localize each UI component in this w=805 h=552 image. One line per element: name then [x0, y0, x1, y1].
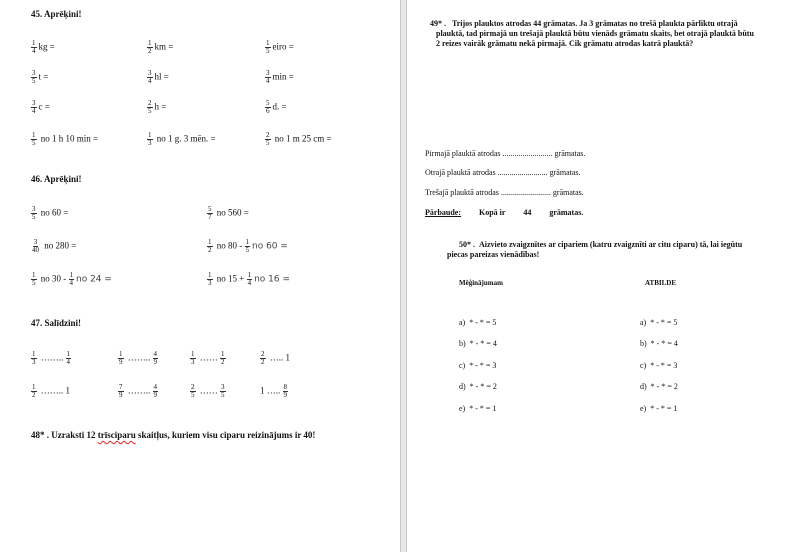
ex47-r1-b: $\frac{1}{9}$ …….. $\frac{4}{9}$	[119, 350, 157, 366]
left-page	[0, 0, 401, 552]
ex46-a2: $\frac{3}{40}$ no 280 =	[32, 238, 77, 254]
ex47-r2-b: $\frac{7}{9}$ …….. $\frac{4}{9}$	[119, 383, 157, 399]
ex47-r2-a: $\frac{1}{2}$ …….. 1	[32, 383, 70, 399]
ex50-col2-title: ATBILDE	[645, 279, 676, 287]
ex49-line1: 49* . Trijos plauktos atrodas 44 grāmatas. Ja 3 grāmatas no trešā plaukta pārliktu otrajā	[430, 19, 738, 28]
ex50-line2: piecas pareizas vienādības!	[447, 250, 540, 259]
ex45-r4c2: $\frac{1}{3}$ no 1 g. 3 mēn. =	[148, 131, 216, 147]
ex47-r1-d: $\frac{2}{2}$ ….. 1	[261, 350, 290, 366]
ex49-answer-1: Pirmajā plauktā atrodas ......................... grāmatas.	[425, 149, 586, 158]
ex50-try-a: a) * - * = 5	[459, 318, 497, 327]
ex50-answer-b: b) * - * = 4	[640, 339, 678, 348]
ex45-r1c2: $\frac{1}{2}$ km =	[148, 39, 174, 55]
ex45-r2c3: $\frac{3}{4}$ min =	[266, 69, 294, 85]
ex50-line1: 50* . Aizvieto zvaigznītes ar cipariem (katru zvaigznīti ar citu ciparu) tā, lai iegūtu	[459, 240, 743, 249]
ex50-try-b: b) * - * = 4	[459, 339, 497, 348]
ex45-r4c1: $\frac{1}{5}$ no 1 h 10 min =	[32, 131, 99, 147]
ex50-answer-c: c) * - * = 3	[640, 361, 678, 370]
ex45-r3c3: $\frac{5}{6}$ d. =	[266, 99, 287, 115]
ex50-try-d: d) * - * = 2	[459, 382, 497, 391]
ex50-col1-title: Mēģinājumam	[459, 279, 503, 287]
ex45-r2c2: $\frac{3}{4}$ hl =	[148, 69, 169, 85]
ex47-r1-a: $\frac{1}{3}$ …….. $\frac{1}{4}$	[32, 350, 70, 366]
ex45-r3c1: $\frac{3}{4}$ c =	[32, 99, 50, 115]
ex45-r3c2: $\frac{2}{5}$ h =	[148, 99, 167, 115]
ex47-r2-c: $\frac{2}{5}$ …… $\frac{3}{5}$	[191, 383, 225, 399]
ex49-line2: plauktā, tad pirmajā un trešajā plauktā būtu vienāds grāmatu skaits, bet otrajā plauktā būtu	[436, 29, 754, 38]
ex45-r2c1: $\frac{3}{5}$ t =	[32, 69, 49, 85]
ex46-a1: $\frac{3}{5}$ no 60 =	[32, 205, 69, 221]
ex50-answer-e: e) * - * = 1	[640, 404, 678, 413]
ex49-check: Pārbaude: Kopā ir 44 grāmatas.	[425, 208, 584, 217]
ex47-title: 47. Salīdzini!	[31, 318, 82, 328]
right-page	[406, 0, 805, 552]
ex50-try-e: e) * - * = 1	[459, 404, 497, 413]
ex48-text: 48* . Uzraksti 12 trīsciparu skaitļus, kuriem visu ciparu reizinājums ir 40!	[31, 430, 316, 440]
ex50-try-c: c) * - * = 3	[459, 361, 497, 370]
ex50-answer-d: d) * - * = 2	[640, 382, 678, 391]
ex46-b2: $\frac{1}{2}$ no 80 - $\frac{1}{5}$ no 60 =	[208, 238, 288, 254]
ex45-r1c1: $\frac{1}{4}$ kg =	[32, 39, 55, 55]
ex50-answer-a: a) * - * = 5	[640, 318, 678, 327]
ex45-r1c3: $\frac{1}{5}$ eiro =	[266, 39, 294, 55]
ex45-r4c3: $\frac{2}{5}$ no 1 m 25 cm =	[266, 131, 332, 147]
ex46-title: 46. Aprēķini!	[31, 174, 82, 184]
ex46-a3: $\frac{1}{5}$ no 30 - $\frac{1}{4}$ no 24 =	[32, 271, 112, 287]
ex47-r1-c: $\frac{1}{3}$ …… $\frac{1}{2}$	[191, 350, 225, 366]
ex49-line3: 2 reizes vairāk grāmatu nekā pirmajā. Cik grāmatu atrodas katrā plauktā?	[436, 39, 694, 48]
ex47-r2-d: 1 ….. $\frac{8}{9}$	[260, 383, 287, 399]
ex46-b1: $\frac{5}{7}$ no 560 =	[208, 205, 249, 221]
ex46-b3: $\frac{1}{3}$ no 15 + $\frac{1}{4}$ no 16 =	[208, 271, 291, 287]
ex49-answer-2: Otrajā plauktā atrodas ......................... grāmatas.	[425, 168, 581, 177]
ex45-title: 45. Aprēķini!	[31, 9, 82, 19]
ex49-answer-3: Trešajā plauktā atrodas ......................... grāmatas.	[425, 188, 584, 197]
